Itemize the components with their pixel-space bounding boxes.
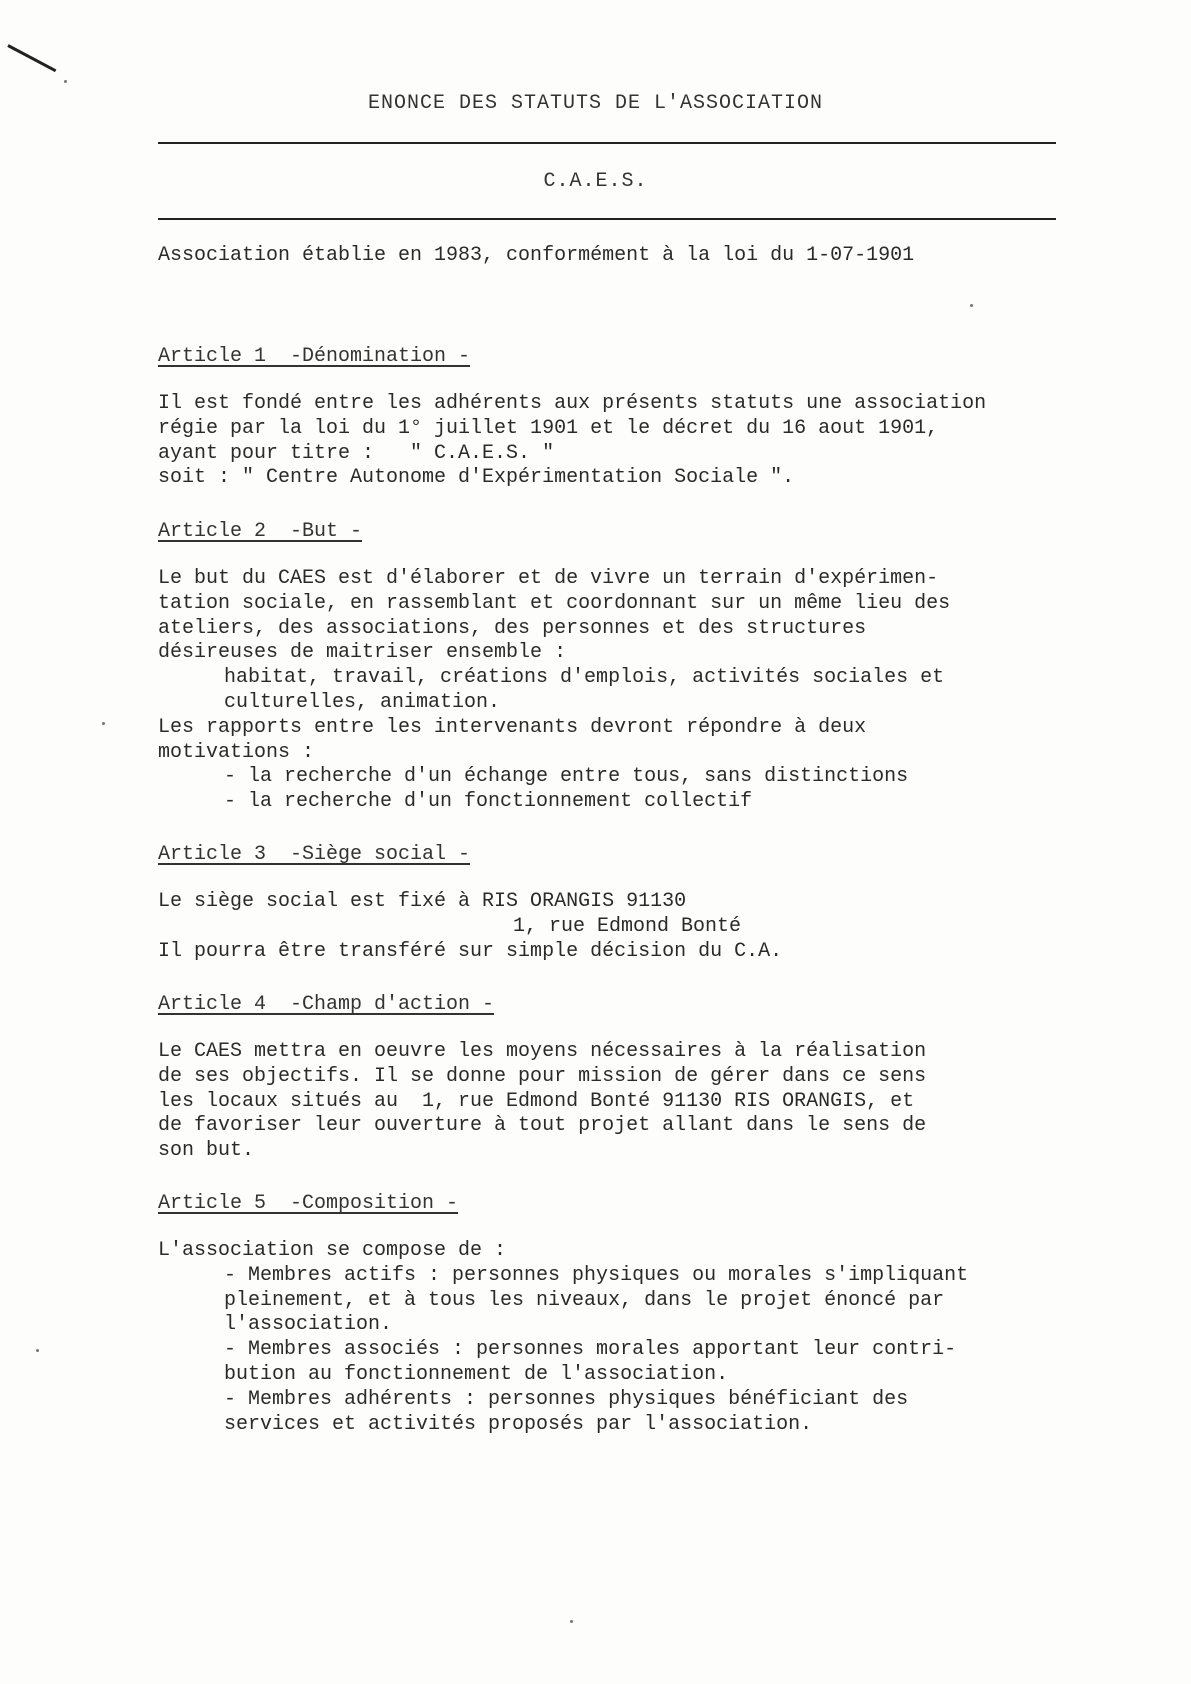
article-line: ateliers, des associations, des personnes et des structures [158, 616, 867, 640]
article-line: motivations : [158, 740, 315, 764]
article-line: bution au fonctionnement de l'association. [224, 1362, 729, 1386]
article-line: - Membres associés : personnes morales apportant leur contri- [224, 1338, 957, 1362]
speck [970, 304, 973, 307]
article-line: régie par la loi du 1° juillet 1901 et le décret du 16 aout 1901, [158, 416, 939, 440]
article-5 [158, 1191, 1078, 1437]
title-rule-top [158, 142, 1056, 144]
article-line: services et activités proposés par l'association. [224, 1412, 813, 1436]
article-line: de favoriser leur ouverture à tout projet allant dans le sens de [158, 1114, 927, 1138]
article-line: 1, rue Edmond Bonté [513, 914, 742, 938]
article-line: habitat, travail, créations d'emplois, activités sociales et [224, 666, 945, 690]
article-1 [158, 344, 1078, 491]
article-line: Le CAES mettra en oeuvre les moyens nécessaires à la réalisation [158, 1040, 927, 1063]
article-line: ayant pour titre : " C.A.E.S. " [158, 441, 555, 465]
article-4 [158, 992, 1078, 1164]
article-line: Le siège social est fixé à RIS ORANGIS 91130 [158, 890, 687, 913]
pen-mark [7, 44, 56, 72]
article-line: de ses objectifs. Il se donne pour mission de gérer dans ce sens [158, 1064, 927, 1088]
article-line: - Membres actifs : personnes physiques ou morales s'impliquant [224, 1263, 969, 1287]
article-3 [158, 842, 1078, 964]
article-line: Le but du CAES est d'élaborer et de vivre un terrain d'expérimen- [158, 567, 939, 590]
intro-line: Association établie en 1983, conformément à la loi du 1-07-1901 [158, 244, 915, 267]
article-heading: Article 3 -Siège social - [158, 843, 471, 866]
document-title: ENONCE DES STATUTS DE L'ASSOCIATION [367, 92, 824, 115]
speck [64, 80, 67, 83]
article-line: culturelles, animation. [224, 690, 501, 714]
speck [36, 1349, 39, 1352]
article-line: tation sociale, en rassemblant et coordonnant sur un même lieu des [158, 591, 951, 615]
article-line: - la recherche d'un fonctionnement collectif [224, 790, 753, 814]
article-heading: Article 4 -Champ d'action - [158, 993, 495, 1016]
article-heading: Article 2 -But - [158, 520, 363, 543]
document-subtitle: C.A.E.S. [543, 170, 648, 193]
article-line: Les rapports entre les intervenants devront répondre à deux [158, 715, 867, 739]
article-line: Il pourra être transféré sur simple décision du C.A. [158, 939, 783, 963]
article-line: - Membres adhérents : personnes physiques bénéficiant des [224, 1387, 909, 1411]
speck [102, 722, 105, 725]
article-heading: Article 1 -Dénomination - [158, 345, 471, 368]
article-line: Il est fondé entre les adhérents aux présents statuts une association [158, 392, 987, 415]
title-rule-bottom [158, 218, 1056, 220]
article-2 [158, 519, 1078, 815]
article-heading: Article 5 -Composition - [158, 1192, 459, 1215]
article-line: désireuses de maitriser ensemble : [158, 641, 567, 665]
article-line: L'association se compose de : [158, 1239, 507, 1262]
article-line: l'association. [224, 1313, 393, 1337]
article-line: les locaux situés au 1, rue Edmond Bonté 91130 RIS ORANGIS, et [158, 1089, 915, 1113]
article-line: son but. [158, 1139, 255, 1163]
article-line: pleinement, et à tous les niveaux, dans le projet énoncé par [224, 1288, 945, 1312]
speck [570, 1620, 573, 1623]
article-line: soit : " Centre Autonome d'Expérimentation Sociale ". [158, 466, 795, 490]
article-line: - la recherche d'un échange entre tous, sans distinctions [224, 765, 909, 789]
